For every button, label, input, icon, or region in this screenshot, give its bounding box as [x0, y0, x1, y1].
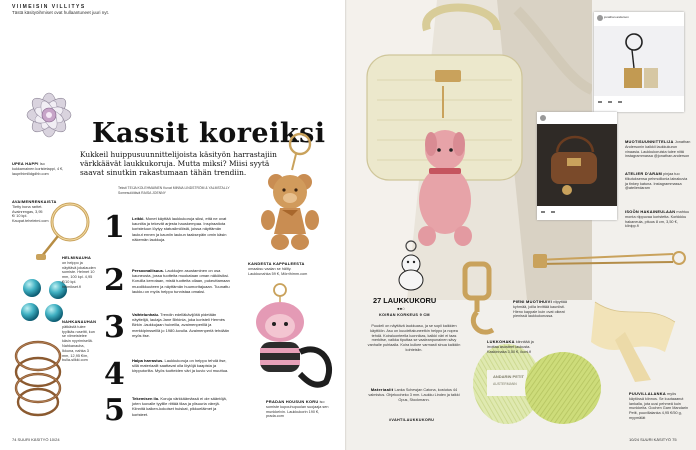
pattern-subtitle: KOIRAN KORKEUS 9 CM: [379, 313, 430, 317]
right-page: [347, 0, 696, 450]
caption-scarf: PIENI MUOTIHUIVI viipyttää kyhmää, joilla levittää kauniisti. Hieno kappale kuin ovat oikeat pienissä laukkukorussa.: [513, 299, 567, 319]
caption-instagram-1: MUOTISUUNNITTELIJA Jonathan Andersonin kaikkii laukkukurun vinaasia. Laukkukoruista tulee niitä instagrammassa @jonathan.anderson: [625, 139, 691, 159]
yarn-label-brand-2: AUSTERMANN: [493, 382, 517, 386]
section-subtitle: Tästä käsityöihmiset ovat hullaantuneet juuri nyt.: [12, 10, 110, 15]
point-text: Halpa harrastus. Laukkukoruja on helppo tehdä itse, sillä materiaalit saattavat olla löytöjä kaapista ja kirpputorilta. Myös tuotteiden väri ja kuvio voi muuttua.: [132, 358, 229, 374]
yarn-label-brand: ANDARIN PETIT: [493, 374, 524, 379]
instagram-post-1: [594, 12, 684, 112]
instagram-username: jonathan.anderson: [604, 15, 629, 19]
pattern-hashtag: #VAHTILAUKKUKORU: [389, 418, 435, 422]
point-text: Leikki. Monet käyttää laukkukoruja siksi, että ne ovat kauniita ja tekevät arjesta hauskempaa. Inspiraatiota koristeluun löytyy statusilmiöistä, joissa näyttämän laukut ennen ja kauniin laukun taaksepäin omin käsin näkemän laukkuja.: [132, 216, 227, 242]
prada-charm-image: [240, 282, 344, 402]
caption-prada: PRADAN HOUSUN KORU iso somiste kupouhupuolan suojaaja sen munkkelvin. Laukkukorin 190 €, prada.com: [266, 399, 329, 419]
caption-instagram-3: ISOÖN HAKAINEULAAN mahtuu monta riippuvaa koristetta. Korkkkku hakaneula, pituus 8 cm, 3,50 €, klinipp.fi: [625, 209, 690, 229]
caption-clasp: LUKKOHAKA kiinnitää ja irrottaa asusteet laukusta. Kaskinnaka 3,50 €, ikoni.fi: [487, 339, 534, 354]
section-label: VIIMEISIN VILLITYS: [12, 4, 86, 10]
folio-right: 10/24 SUURI KÄSITYÖ 75: [629, 437, 677, 442]
point-number: 2: [104, 263, 125, 298]
point-text: Vaihtelunhalu. Trendin edelläkävijöitä pidetään näyttelijä, laulaja Jane Birkinia, joka koristeli Hermès Birkin -laukkujaan huiveilla, avaimenperillä ja merkkipinsseillä jo 1980-luvulla. Avaimenperiä tehdään myös itse.: [132, 312, 230, 338]
article-title: Kassit koreiksi: [92, 118, 326, 149]
brooch-image: [10, 76, 88, 154]
caption-pearls: HELMINAUHA on helppo ja näyttävä jokalauden somiste. Helmet 10 mm, 100 kpl. 4,95 €/10 kpl. helmikset.fi: [62, 255, 96, 289]
article-byline-2: Somesuiöitävä RAISA JOENNY: [118, 191, 166, 195]
dog-charm-icon: [391, 238, 431, 292]
folio-left: 74 SUURI KÄSITYÖ 10/24: [12, 437, 60, 442]
caption-instagram-2: ATELIER D'ARAM pinjaa tuo tilkutuksensa pehmollionia lainakuvia ja tinkey katuna. Instagrammassa @atelierdaram: [625, 171, 688, 191]
article-byline: Teksti TEIJA KOLEHMAINEN Kuvat MINNA LINDSTRÖM & YALMSTALLY: [118, 186, 230, 190]
scarf-image: [585, 292, 685, 384]
caption-yarn: PUUVILLALANKA myös käytössä kiinnos. Se kuutaaanut lankalla, jota uusi pehmeä kuin munkkeita. Gochen Garn Mandarin Petit, puuvillalanka 4,95 €/50 g, myymälät: [629, 391, 689, 420]
teddy-bear-charm-image: [252, 130, 324, 260]
instagram-post-2: [537, 112, 617, 220]
point-number: 3: [104, 310, 125, 345]
left-page: [0, 0, 346, 450]
caption-brooch: UPEA HAPPI Iso kukkamainen koristetappi, 4 €, lauprihimilidgdhb.com: [12, 161, 64, 176]
point-text: Persoonallisuus. Laukkujen asustaminen on osa kauneusta, jossa tuotteita muokataan oman näköisiksi. Koruilla kerrotaan, mistä tuotteita ollaan, pukeuttamaan muodikkuuteen ja näyttämän huumoritajuaan. Tuunattu laukku on myös helppo tunnistaa omaksi.: [132, 268, 230, 294]
pattern-body: Puudeli on näyttävä laukkuasu, ja se sopii kaikkien käyttöön. Asu on kuudeltakuneetkin helppo ja nopea tehdä. Koiraluonteella luonnikas, kaikki väri ei taas merkitse, vaikka tiputtaa se vaaleanpunainen sävy vanhalle puhtaalla. Koira kulkee varmasti sinua kaikkiin kohteisiin.: [367, 324, 461, 352]
pattern-rating: ●●○: [397, 306, 405, 311]
pattern-title: 27 LAUKKUKORU: [373, 296, 437, 305]
caption-teddy: KANDESTA KAPPALEESTA omaaksu vaalan se hälity. Laukkunahka 59 €, Mörrihimm.com: [248, 261, 308, 276]
article-lead: Kukkeil huippusuunnittelijoista käsityön harrastajiin värkkäävät laukkukoruja. Mutta miksi? Miisi syytä saavat sinutkin rakastumaan tähän trendiin.: [80, 150, 277, 177]
safety-pin-image: [533, 240, 693, 280]
caption-keyring: AVAIMENRENKAISTA Tietty bona raritet. Avainrengas, 3,95 €/ 10 kpl. Kaupat.teheleimi.com: [12, 199, 57, 224]
caption-leather: NAHKANAUHAN pätkästä tulee tyylikäs ruseltti, kun se viimeistelee käsin nyyrimisellä. Nahkanauha, Ikkuna, nahka 3 mm, 12,95 €/m, bulla-silkki.com: [62, 319, 97, 363]
pattern-materials: Materiaalit Lanka Schewjan Catona, kostutus 44 valmistus. Ohjekooheko 3 mm. Laukku Lindex ja taikki Opus, Stockmann.: [368, 387, 460, 402]
point-text: Tekemisen ilo. Koruja värkkäämässä ei ole sääntöjä, joten luovalle tyylille riittää tilaa ja ylisuuria värejä. Kiinnitä kaiken-kokoiset huiskat, pikkueläimet ja koristeet.: [132, 396, 227, 417]
point-number: 5: [104, 393, 125, 428]
leather-cord-image: [10, 336, 66, 424]
point-number: 1: [104, 210, 125, 245]
point-number: 4: [104, 357, 125, 392]
